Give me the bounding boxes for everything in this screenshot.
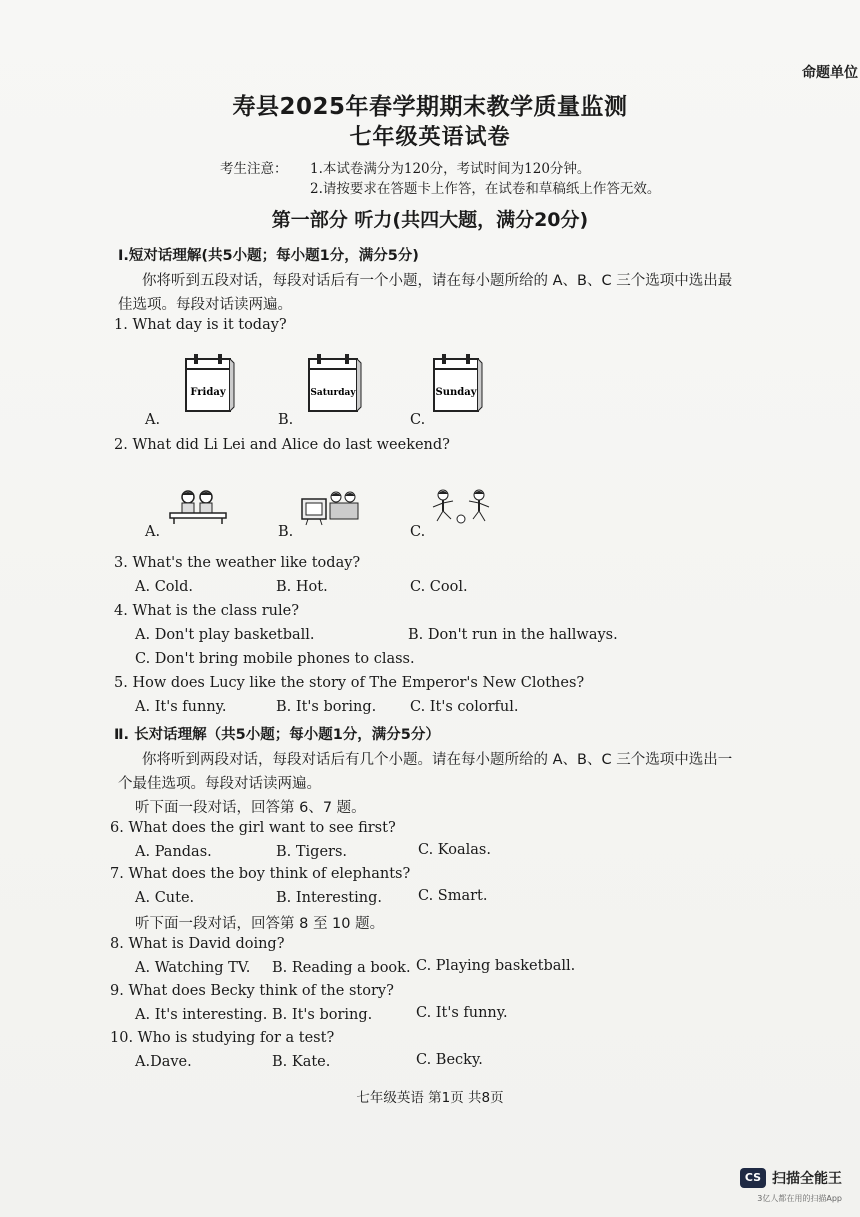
q4-option-a: A. Don't play basketball. [135,627,315,643]
listen-instruction-8-10: 听下面一段对话，回答第 8 至 10 题。 [135,916,385,932]
q8-option-a: A. Watching TV. [135,960,251,976]
exam-subtitle: 七年级英语试卷 [349,125,511,150]
q9-option-c: C. It's funny. [416,1005,508,1021]
section1-instruction-1: 你将听到五段对话，每段对话后有一个小题，请在每小题所给的 A、B、C 三个选项中选出最 [142,273,733,289]
camscanner-logo-icon: CS [740,1168,766,1188]
scanner-brand-tagline: 3亿人都在用的扫描App [757,1194,842,1203]
kids-playing-ball-icon [425,487,499,525]
q1-option-c: C. [410,412,426,428]
scanner-brand-name: 扫描全能王 [772,1171,842,1187]
q3-option-c: C. Cool. [410,579,468,595]
section2-instruction-1: 你将听到两段对话，每段对话后有几个小题。请在每小题所给的 A、B、C 三个选项中选出一 [142,752,733,768]
unit-label: 命题单位 [802,65,858,81]
q3-option-a: A. Cold. [135,579,194,595]
q10-text: 10. Who is studying for a test? [110,1030,335,1046]
q4-option-b: B. Don't run in the hallways. [408,627,618,643]
q5-option-a: A. It's funny. [135,699,227,715]
kids-studying-icon [166,487,230,525]
q6-option-a: A. Pandas. [135,844,212,860]
notice-label: 考生注意： [220,161,288,177]
page-footer: 七年级英语 第1页 共8页 [356,1090,504,1106]
q5-text: 5. How does Lucy like the story of The Emperor's New Clothes? [114,675,585,691]
q9-text: 9. What does Becky think of the story? [110,983,394,999]
q1-option-a: A. [145,412,161,428]
calendar-saturday-icon [303,353,363,415]
q6-option-c: C. Koalas. [418,842,491,858]
part1-title: 第一部分 听力(共四大题，满分20分) [271,209,589,231]
scanner-watermark [740,1168,842,1188]
kids-watching-tv-icon [298,487,362,527]
q2-option-b: B. [278,524,294,540]
q2-text: 2. What did Li Lei and Alice do last weekend? [114,437,450,453]
q9-option-b: B. It's boring. [272,1007,373,1023]
q10-option-c: C. Becky. [416,1052,483,1068]
calendar-sunday-label: Sunday [435,387,477,398]
q7-option-c: C. Smart. [418,888,488,904]
q7-text: 7. What does the boy think of elephants? [110,866,411,882]
q6-option-b: B. Tigers. [276,844,348,860]
q2-option-a: A. [145,524,161,540]
notice-2: 2.请按要求在答题卡上作答，在试卷和草稿纸上作答无效。 [310,181,661,197]
section2-instruction-2: 个最佳选项。每段对话读两遍。 [118,776,321,792]
calendar-sunday-icon [428,353,484,415]
listen-instruction-6-7: 听下面一段对话，回答第 6、7 题。 [135,800,366,816]
q8-option-b: B. Reading a book. [272,960,411,976]
section1-instruction-2: 佳选项。每段对话读两遍。 [118,297,292,313]
exam-title: 寿县2025年春学期期末教学质量监测 [232,94,628,120]
notice-1: 1.本试卷满分为120分，考试时间为120分钟。 [310,161,591,177]
q5-option-b: B. It's boring. [276,699,377,715]
q10-option-a: A.Dave. [135,1054,192,1070]
q7-option-a: A. Cute. [135,890,195,906]
q8-option-c: C. Playing basketball. [416,958,576,974]
q6-text: 6. What does the girl want to see first? [110,820,396,836]
q4-option-c: C. Don't bring mobile phones to class. [135,651,415,667]
q1-text: 1. What day is it today? [114,317,287,333]
q5-option-c: C. It's colorful. [410,699,519,715]
section1-heading: Ⅰ.短对话理解(共5小题；每小题1分，满分5分) [118,248,419,264]
q3-option-b: B. Hot. [276,579,328,595]
q1-option-b: B. [278,412,294,428]
q7-option-b: B. Interesting. [276,890,382,906]
q8-text: 8. What is David doing? [110,936,285,952]
q10-option-b: B. Kate. [272,1054,331,1070]
section2-heading: Ⅱ. 长对话理解（共5小题；每小题1分，满分5分） [114,727,440,743]
q9-option-a: A. It's interesting. [135,1007,268,1023]
calendar-friday-icon [180,353,236,415]
q4-text: 4. What is the class rule? [114,603,299,619]
calendar-friday-label: Friday [190,387,226,398]
calendar-saturday-label: Saturday [310,388,356,398]
q2-option-c: C. [410,524,426,540]
q3-text: 3. What's the weather like today? [114,555,361,571]
